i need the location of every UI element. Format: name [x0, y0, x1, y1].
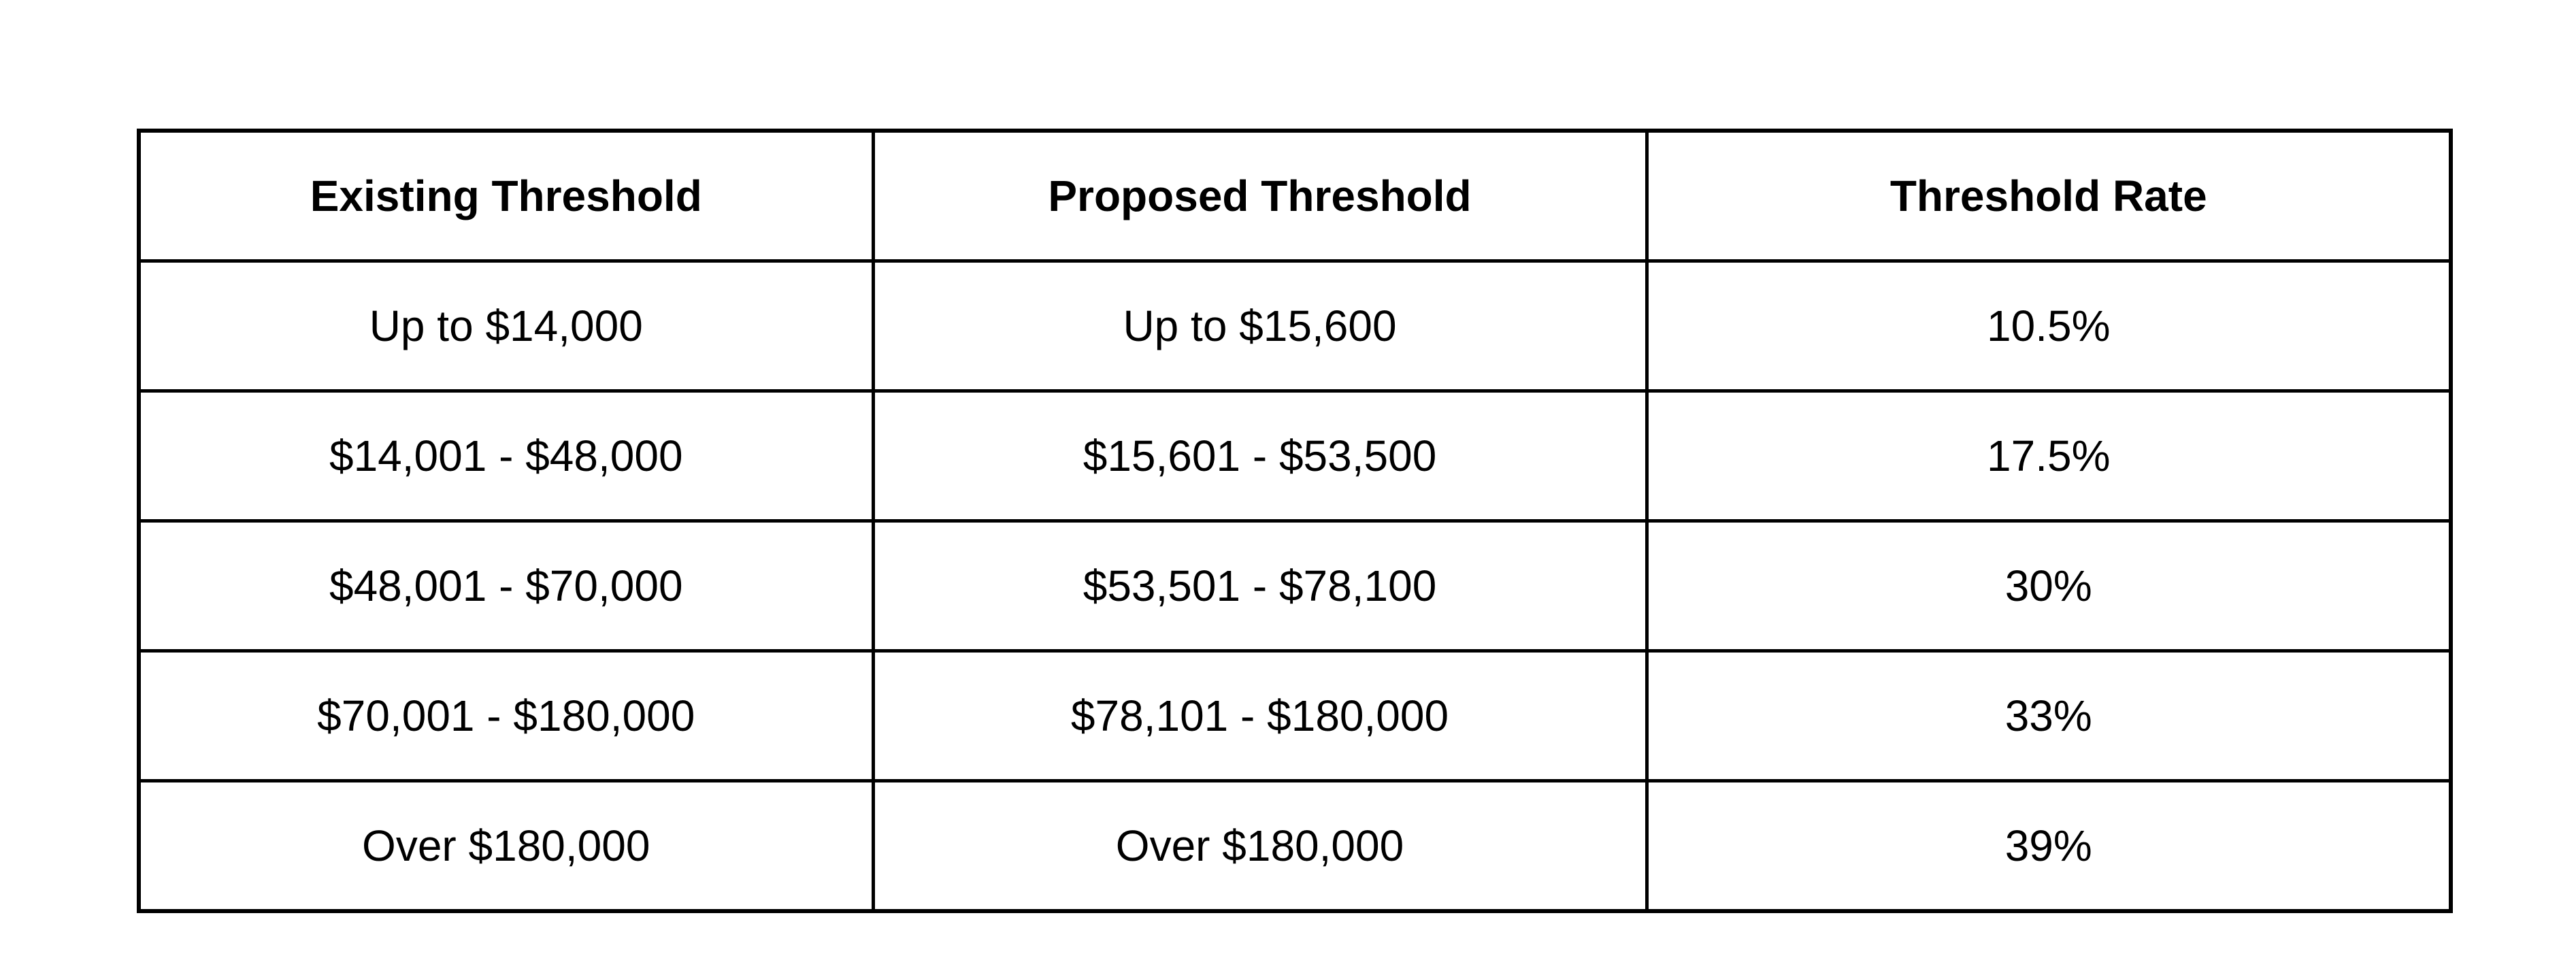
threshold-table	[137, 129, 2453, 913]
existing-threshold-cell: $14,001 - $48,000	[139, 391, 873, 521]
table-row	[139, 651, 2451, 781]
existing-threshold-cell: Over $180,000	[139, 781, 873, 912]
proposed-threshold-cell: $78,101 - $180,000	[873, 651, 1647, 781]
threshold-rate-cell: 17.5%	[1647, 391, 2451, 521]
threshold-rate-cell: 39%	[1647, 781, 2451, 912]
table-row	[139, 261, 2451, 391]
threshold-rate-cell: 30%	[1647, 521, 2451, 651]
proposed-threshold-cell: Up to $15,600	[873, 261, 1647, 391]
proposed-threshold-cell: Over $180,000	[873, 781, 1647, 912]
table-row	[139, 391, 2451, 521]
threshold-rate-cell: 10.5%	[1647, 261, 2451, 391]
proposed-threshold-cell: $15,601 - $53,500	[873, 391, 1647, 521]
table-row	[139, 781, 2451, 912]
header-proposed-threshold: Proposed Threshold	[873, 131, 1647, 261]
existing-threshold-cell: $48,001 - $70,000	[139, 521, 873, 651]
header-threshold-rate: Threshold Rate	[1647, 131, 2451, 261]
header-existing-threshold: Existing Threshold	[139, 131, 873, 261]
existing-threshold-cell: Up to $14,000	[139, 261, 873, 391]
proposed-threshold-cell: $53,501 - $78,100	[873, 521, 1647, 651]
table-row	[139, 521, 2451, 651]
table-header-row	[139, 131, 2451, 261]
threshold-table-container	[137, 129, 2449, 898]
threshold-rate-cell: 33%	[1647, 651, 2451, 781]
existing-threshold-cell: $70,001 - $180,000	[139, 651, 873, 781]
